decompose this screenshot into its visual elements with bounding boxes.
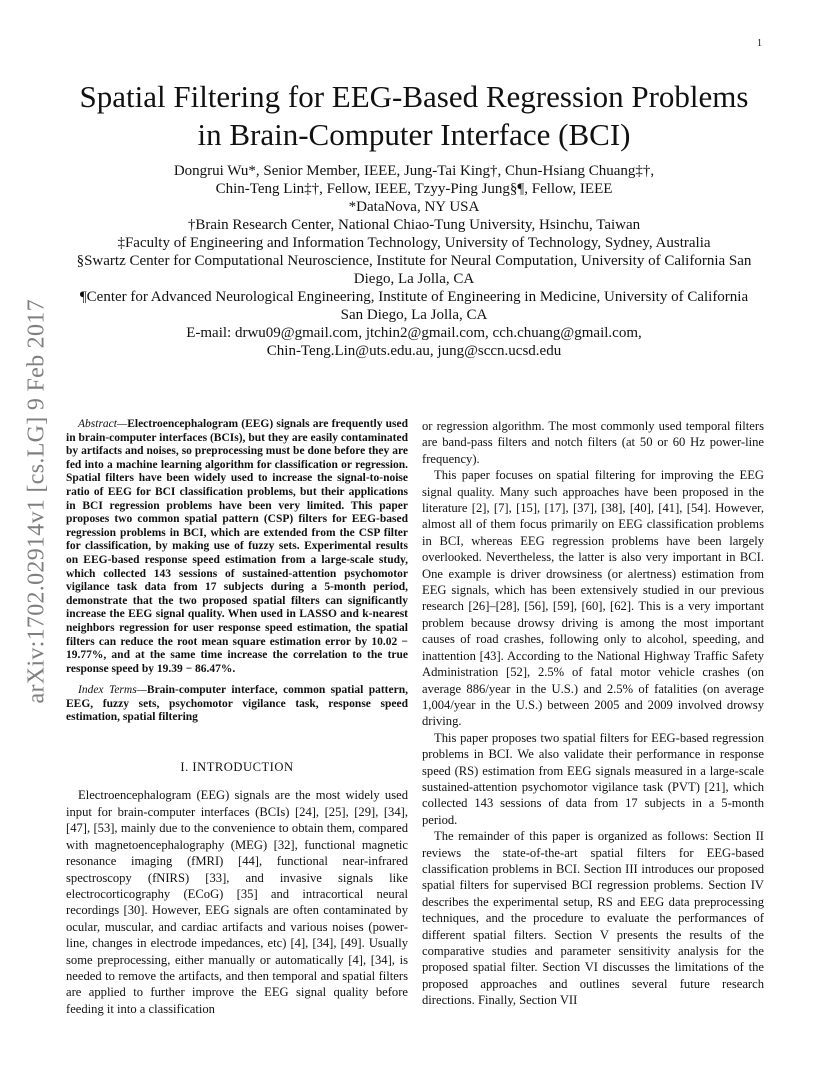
email-line-1: E-mail: drwu09@gmail.com, jtchin2@gmail.com, cch.chuang@gmail.com, — [186, 325, 642, 341]
intro-paragraph-1-continued: or regression algorithm. The most commonly used temporal filters are band-pass filters and notch filters (at 50 or 60 Hz power-line frequency). — [422, 419, 764, 466]
index-terms-text: Brain-computer interface, common spatial pattern, EEG, fuzzy sets, psychomotor vigilance task, response speed estimation, spatial filtering — [66, 684, 408, 724]
author-line-2: Chin-Teng Lin‡†, Fellow, IEEE, Tzyy-Ping Jung§¶, Fellow, IEEE — [215, 181, 613, 197]
intro-paragraph-2: This paper focuses on spatial filtering for improving the EEG signal quality. Many such approaches have been proposed in the literature [2], [7], [15], [17], [37], [38], [40], [41], [54]. However, almost all of them focus primarily on EEG classification problems in BCI, whereas EEG regression problems have been largely overlooked. Nevertheless, the latter is also very important in BCI. One example is driver drowsiness (or alertness) estimation from EEG signals, which has been extensively studied in our previous research [26]–[28], [56], [59], [60], [62]. This is a very important problem because drowsy driving is among the most important causes of road crashes, following only to alcohol, speeding, and inattention [43]. According to the National Highway Traffic Safety Administration [52], 2.5% of fatal motor vehicle crashes (on average 886/year in the U.S.) and 2.5% of fatalities (on average 1,004/year in the U.S.) between 2005 and 2009 involved drowsy driving. — [422, 468, 764, 729]
affiliation-sccn: §Swartz Center for Computational Neuroscience, Institute for Neural Computation, University of California San Diego, La Jolla, CA — [76, 253, 752, 287]
intro-paragraph-3: This paper proposes two spatial filters for EEG-based regression problems in BCI. We also validate their performance in response speed (RS) estimation from EEG signals measured in a large-scale sustained-attention psychomotor vigilance task (PVT) [21], which collected 143 sessions of data from 17 subjects in a 5-month period. — [422, 730, 764, 827]
intro-paragraph-1: Electroencephalogram (EEG) signals are the most widely used input for brain-computer interfaces (BCIs) [24], [25], [29], [34], [47], [53], mainly due to the convenience to obtain them, compared with magnetoencephalography (MEG) [32], functional magnetic resonance imaging (fMRI) [44], functional near-infrared spectroscopy (fNIRS) [33], and invasive signals like electrocorticography (ECoG) [35] and intracortical neural recordings [30]. However, EEG signals are often contaminated by ocular, muscular, and cardiac artifacts and various noises (power-line, changes in electrode impedances, etc) [4], [34], [49]. Usually some preprocessing, either manually or automatically [4], [34], is needed to remove the artifacts, and then temporal and spatial filters are applied to further improve the EEG signal quality before feeding it into a classification — [66, 788, 408, 1016]
index-terms — [66, 684, 408, 725]
abstract — [66, 418, 408, 676]
abstract-label: Abstract— — [78, 418, 128, 430]
affiliation-cane: ¶Center for Advanced Neurological Engineering, Institute of Engineering in Medicine, University of California San Diego, La Jolla, CA — [79, 289, 749, 323]
arxiv-identifier-stamp[interactable]: arXiv:1702.02914v1 [cs.LG] 9 Feb 2017 — [23, 299, 50, 704]
section-heading-introduction: I. INTRODUCTION — [180, 760, 294, 775]
page-number: 1 — [757, 38, 762, 49]
affiliation-uts: ‡Faculty of Engineering and Information Technology, University of Technology, Sydney, Australia — [117, 235, 711, 251]
paper-title: Spatial Filtering for EEG-Based Regression Problems in Brain-Computer Interface (BCI) — [79, 79, 749, 152]
author-line-1: Dongrui Wu*, Senior Member, IEEE, Jung-Tai King†, Chun-Hsiang Chuang‡†, — [173, 163, 655, 179]
intro-paragraph-4: The remainder of this paper is organized as follows: Section II reviews the state-of-the-art spatial filters for EEG-based classification problems in BCI. Section III introduces our proposed spatial filters for supervised BCI regression problems. Section IV describes the experimental setup, RS and EEG data preprocessing techniques, and the procedure to evaluate the performances of different spatial filters. Section V presents the results of the comparative studies and parameter sensitivity analysis for the proposed spatial filter. Section VI discusses the limitations of the proposed approaches and outlines several future research directions. Finally, Section VII — [422, 829, 764, 1008]
index-terms-label: Index Terms— — [78, 684, 147, 697]
email-line-2: Chin-Teng.Lin@uts.edu.au, jung@sccn.ucsd.edu — [266, 343, 562, 359]
right-column — [422, 418, 764, 1009]
affiliation-datanova: *DataNova, NY USA — [348, 199, 480, 215]
author-block — [70, 162, 758, 360]
affiliation-nctu: †Brain Research Center, National Chiao-Tung University, Hsinchu, Taiwan — [187, 217, 641, 233]
left-column — [66, 418, 408, 1017]
abstract-text: Electroencephalogram (EEG) signals are frequently used in brain-computer interfaces (BCIs), but they are easily contaminated by artifacts and noises, so preprocessing must be done before they are fed into a machine learning algorithm for classification or regression. Spatial filters have been widely used to increase the signal-to-noise ratio of EEG for BCI classification problems, but their applications in BCI regression problems have been very limited. This paper proposes two common spatial pattern (CSP) filters for EEG-based regression problems in BCI, which are extended from the CSP filter for classification, by making use of fuzzy sets. Experimental results on EEG-based response speed estimation from a large-scale study, which collected 143 sessions of sustained-attention psychomotor vigilance task data from 17 subjects during a 5-month period, demonstrate that the two proposed spatial filters can significantly increase the EEG signal quality. When used in LASSO and k-nearest neighbors regression for user response speed estimation, the spatial filters can reduce the root mean square estimation error by 10.02 − 19.77%, and at the same time increase the correlation to the true response speed by 19.39 − 86.47%. — [66, 418, 408, 675]
